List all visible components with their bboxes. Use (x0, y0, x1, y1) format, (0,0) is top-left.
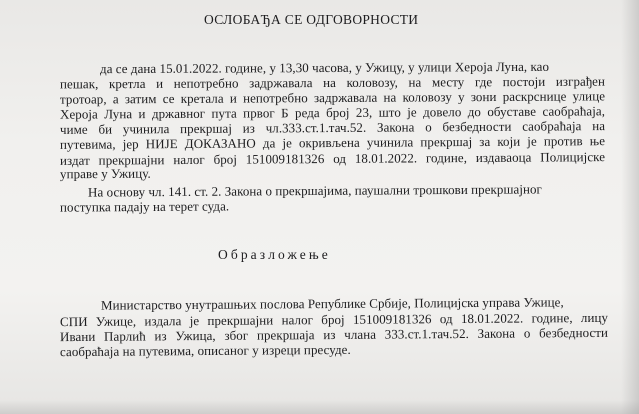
verdict-line: пешак, кретла и непотребно задржавала на коловозу, на месту где постоји изграђен (59, 73, 606, 92)
page-bottom-shadow (0, 400, 639, 414)
reasoning-line: саобраћаја на путевима, описаног у изреци пресуде. (59, 341, 351, 360)
reasoning-heading: Образложење (218, 247, 331, 262)
costs-line: поступка падају на терет суда. (59, 198, 230, 215)
reasoning-line: Министарство унутрашњих послова Републике Србије, Полицијска управа Ужице, (100, 294, 564, 313)
verdict-line: Хероја Луна и државног пута првог Б реда број 23, што је довело до обуставе саобраћаја, (59, 103, 606, 122)
verdict-line: издат прекршајни налог број 151009181326 од 18.01.2022. године, издаваоца Полицијске (59, 149, 606, 168)
verdict-title: ОСЛОБАЂА СЕ ОДГОВОРНОСТИ (204, 12, 419, 27)
reasoning-line: Ивани Парлић из Ужица, због прекршаја из члана 333.ст.1.тач.52. Закона о безбедности (59, 324, 609, 345)
verdict-line: путевима, јер НИЈЕ ДОКАЗАНО да је окривљена учинила прекршај за који је против ње (59, 133, 606, 152)
verdict-line: управе у Ужицу. (59, 165, 151, 182)
verdict-line: чиме би учинила прекршај из чл.333.ст.1.тач.52. Закона о безбедности саобраћаја на (59, 118, 606, 137)
verdict-line: да се дана 15.01.2022. године, у 13,30 часова, у Ужицу, у улици Хероја Луна, као (99, 58, 550, 77)
reasoning-line: СПИ Ужице, издала је прекршајни налог број 151009181326 од 18.01.2022. године, лицу (59, 309, 609, 330)
verdict-line: тротоар, а затим се кретала и непотребно задржавала на коловозу у зони раскрснице улице (59, 88, 606, 107)
costs-line: На основу чл. 141. ст. 2. Закона о прекршајима, паушални трошкови прекршајног (87, 181, 542, 200)
page-edge-shadow (621, 0, 639, 414)
